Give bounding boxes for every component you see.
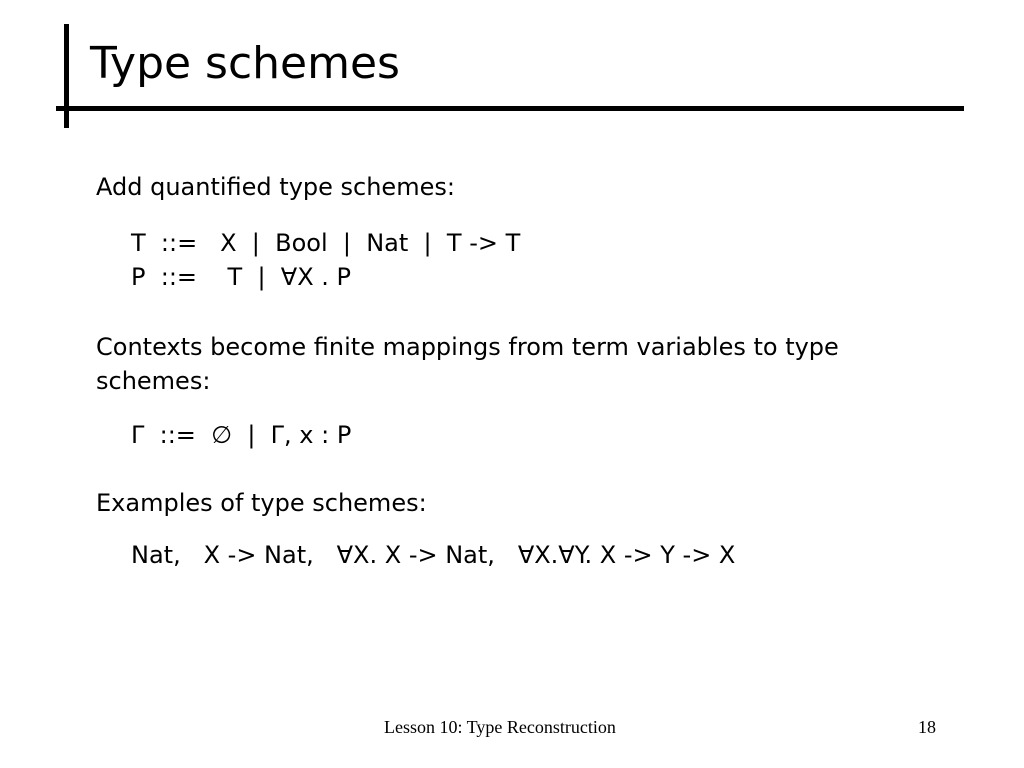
type-grammar-line: T ::= X | Bool | Nat | T -> T (131, 229, 521, 257)
footer-lesson-title: Lesson 10: Type Reconstruction (384, 717, 616, 737)
slide-title: Type schemes (90, 38, 400, 89)
examples-line: Nat, X -> Nat, ∀X. X -> Nat, ∀X.∀Y. X -> Y -> X (131, 541, 736, 569)
footer-page-number: 18 (918, 717, 936, 737)
context-grammar-line: Γ ::= ∅ | Γ, x : P (131, 421, 352, 449)
intro-text: Add quantified type schemes: (96, 173, 455, 201)
examples-heading: Examples of type schemes: (96, 489, 427, 517)
scheme-grammar-line: P ::= T | ∀X . P (131, 263, 352, 291)
contexts-text-line-2: schemes: (96, 367, 211, 395)
title-vertical-rule (64, 24, 69, 128)
title-underline-rule (56, 106, 964, 111)
contexts-text-line-1: Contexts become finite mappings from term variables to type (96, 333, 839, 361)
